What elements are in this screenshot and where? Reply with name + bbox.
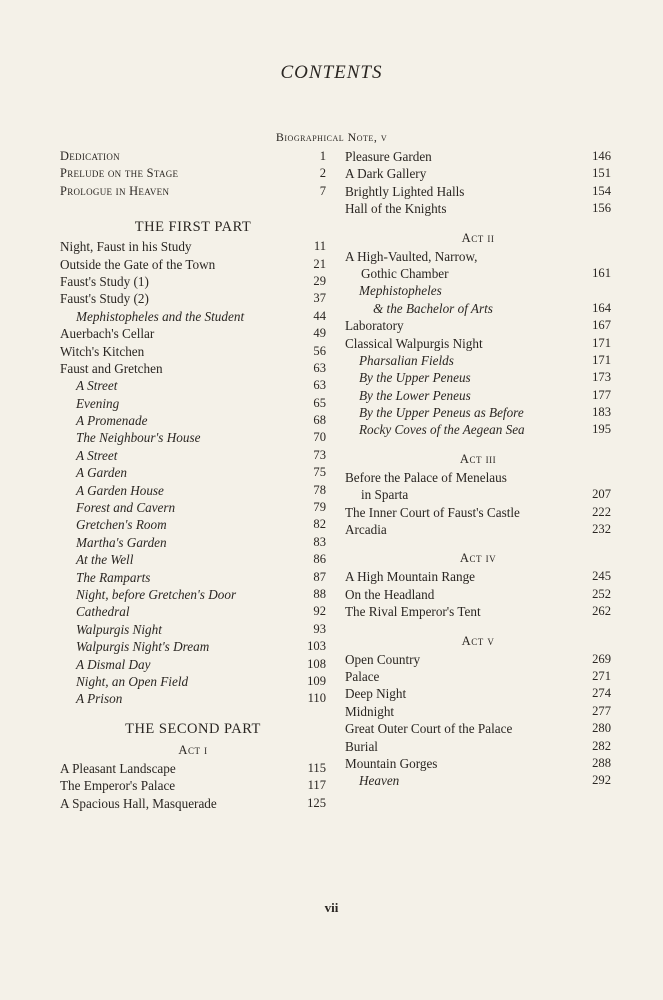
toc-entry [345,335,611,352]
toc-entry-page: 245 [592,569,611,584]
toc-entry-page: 92 [313,604,326,619]
toc-entry-title: On the Headland [345,586,435,602]
toc-entry-title: Walpurgis Night [76,621,162,637]
toc-entry-page: 167 [592,318,611,333]
toc-left-column [60,148,326,812]
toc-entry-title: Outside the Gate of the Town [60,256,216,272]
toc-entry-page: 75 [313,465,326,480]
toc-entry-title: Faust's Study (2) [60,291,149,307]
toc-entry-title: Night, an Open Field [76,673,189,689]
toc-entry-title: Martha's Garden [76,534,167,550]
toc-entry [60,290,326,307]
toc-entry-page: 1 [319,149,326,163]
toc-entry [345,486,611,503]
toc-entry [60,516,326,533]
toc-entry [345,469,611,486]
toc-entry-page: 7 [319,183,326,198]
toc-entry-page: 65 [313,395,326,410]
toc-entry-title: A Pleasant Landscape [60,760,176,776]
toc-entry-page: 207 [592,487,611,502]
toc-entry [60,603,326,620]
toc-entry-title: in Sparta [361,487,409,503]
toc-entry-page: 117 [307,778,326,793]
toc-entry [60,256,326,273]
toc-entry [345,387,611,404]
toc-entry-page: 108 [307,656,326,671]
toc-entry [60,148,326,165]
toc-entry [60,638,326,655]
toc-entry [345,165,611,182]
toc-entry [345,248,611,265]
part-heading: THE SECOND PART [125,720,261,737]
toc-entry-page: 109 [307,673,326,688]
toc-entry-page: 274 [592,686,611,701]
part-heading: THE FIRST PART [134,219,252,236]
toc-entry [345,586,611,603]
toc-entry-title: A High-Vaulted, Narrow, [345,248,478,264]
toc-entry [60,273,326,290]
toc-entry-page: 2 [319,166,326,181]
toc-entry-title: Forest and Cavern [76,500,176,516]
toc-entry-page: 171 [592,335,611,350]
toc-entry [345,317,611,334]
toc-entry-page: 49 [313,326,326,341]
toc-entry [345,772,611,789]
toc-entry-title: Deep Night [345,686,407,702]
toc-entry-title: A Promenade [76,413,148,429]
toc-entry [345,685,611,702]
toc-entry-title: The Emperor's Palace [60,778,176,794]
toc-entry-title: Walpurgis Night's Dream [76,639,210,655]
toc-entry-page: 79 [313,500,326,515]
toc-entry-title: Dedication [60,149,120,163]
toc-entry-title: Gothic Chamber [361,265,449,281]
toc-entry-title: A Garden House [76,482,164,498]
toc-entry-title: A Street [76,378,118,394]
toc-entry-title: Prologue in Heaven [60,183,170,198]
toc-entry [60,656,326,673]
toc-entry [60,482,326,499]
toc-entry-title: Brightly Lighted Halls [345,183,465,199]
toc-entry-page: 88 [313,586,326,601]
toc-entry-page: 232 [592,522,611,537]
toc-entry-page: 288 [592,755,611,770]
toc-entry-page: 63 [313,378,326,393]
toc-entry-page: 277 [592,703,611,718]
toc-entry-title: By the Lower Peneus [359,387,471,403]
toc-right-column [345,148,611,790]
toc-entry-page: 115 [307,760,326,775]
toc-entry-title: Evening [76,395,120,411]
toc-entry-page: 37 [313,291,326,306]
toc-entry [345,738,611,755]
toc-entry-page: 87 [313,569,326,584]
toc-entry [345,720,611,737]
toc-entry-title: Pharsalian Fields [359,352,454,368]
toc-entry-title: Cathedral [76,604,130,620]
toc-entry-title: Palace [345,668,380,684]
toc-entry [345,521,611,538]
toc-entry-page: 154 [592,183,611,198]
toc-entry [60,690,326,707]
toc-entry-page: 73 [313,447,326,462]
toc-entry-title: By the Upper Peneus as Before [359,405,524,421]
toc-entry-page: 110 [307,691,326,706]
toc-entry-title: Pleasure Garden [345,149,432,164]
toc-entry-title: & the Bachelor of Arts [373,300,493,316]
toc-entry-title: Midnight [345,703,395,719]
toc-entry-page: 103 [307,639,326,654]
toc-entry [60,586,326,603]
toc-entry [345,200,611,217]
toc-entry-title: The Ramparts [76,569,151,585]
toc-entry-page: 11 [313,239,326,254]
toc-entry-page: 146 [592,149,611,163]
toc-entry [345,668,611,685]
toc-entry [60,621,326,638]
toc-entry-page: 222 [592,504,611,519]
toc-entry [345,148,611,165]
toc-entry-page: 177 [592,387,611,402]
toc-entry-title: The Inner Court of Faust's Castle [345,504,520,520]
toc-entry-page: 252 [592,586,611,601]
toc-entry [60,183,326,200]
toc-entry-title: Faust and Gretchen [60,360,163,376]
toc-entry-title: Night, before Gretchen's Door [76,586,237,602]
toc-entry-page: 156 [592,201,611,216]
toc-entry-title: By the Upper Peneus [359,370,471,386]
toc-entry [60,360,326,377]
toc-entry-title: Gretchen's Room [76,517,167,533]
toc-entry [345,265,611,282]
toc-entry-title: Great Outer Court of the Palace [345,721,513,737]
toc-entry-title: A Spacious Hall, Masquerade [60,795,217,811]
toc-entry-page: 21 [313,256,326,271]
toc-entry-page: 44 [313,308,326,323]
toc-entry [60,308,326,325]
page-number: vii [324,900,339,915]
toc-entry [60,551,326,568]
toc-entry-page: 171 [592,352,611,367]
toc-entry [60,447,326,464]
toc-entry [60,377,326,394]
toc-entry-page: 63 [313,360,326,375]
toc-entry [60,760,326,777]
toc-entry-page: 82 [313,517,326,532]
toc-entry-page: 271 [592,668,611,683]
toc-entry-page: 183 [592,405,611,420]
toc-entry-title: A Dismal Day [76,656,151,672]
toc-entry-title: A High Mountain Range [345,569,476,585]
toc-entry-title: The Rival Emperor's Tent [345,604,481,620]
toc-entry-title: A Prison [76,691,123,707]
toc-entry [60,499,326,516]
toc-entry [345,352,611,369]
toc-entry-page: 29 [313,273,326,288]
toc-entry [60,534,326,551]
toc-entry-title: Mountain Gorges [345,755,438,771]
toc-entry-page: 292 [592,773,611,788]
toc-entry-page: 195 [592,422,611,437]
toc-entry [345,651,611,668]
toc-entry-title: A Garden [76,465,127,481]
toc-entry-title: Mephistopheles [359,283,442,299]
biographical-note-entry: Biographical Note, v [275,130,388,144]
toc-entry-title: The Neighbour's House [76,430,201,446]
toc-entry-page: 78 [313,482,326,497]
toc-entry [345,183,611,200]
toc-entry [345,603,611,620]
toc-entry-title: Witch's Kitchen [60,343,145,359]
toc-entry [345,421,611,438]
toc-entry-title: Burial [345,738,378,754]
act-heading: Act i [178,742,208,757]
toc-entry [60,325,326,342]
toc-entry [345,504,611,521]
toc-entry [345,369,611,386]
toc-entry-title: A Dark Gallery [345,166,427,182]
toc-entry-page: 161 [592,265,611,280]
act-heading: Act ii [461,230,495,245]
toc-entry-page: 280 [592,721,611,736]
toc-entry [345,568,611,585]
toc-entry-title: Prelude on the Stage [60,166,179,181]
page-title: CONTENTS [280,62,383,83]
toc-entry-title: Mephistopheles and the Student [76,308,245,324]
toc-entry-page: 173 [592,370,611,385]
toc-entry-title: Rocky Coves of the Aegean Sea [359,422,525,438]
toc-entry-title: Classical Walpurgis Night [345,335,483,351]
toc-entry-page: 56 [313,343,326,358]
toc-entry-title: Laboratory [345,318,404,334]
toc-entry-page: 262 [592,604,611,619]
toc-entry-page: 282 [592,738,611,753]
toc-entry-title: Heaven [359,773,400,789]
toc-entry [60,795,326,812]
toc-entry-title: Arcadia [345,522,387,538]
toc-entry [60,238,326,255]
toc-entry-title: Before the Palace of Menelaus [345,469,507,485]
toc-entry-title: Night, Faust in his Study [60,239,192,255]
toc-entry [345,703,611,720]
toc-entry-title: Faust's Study (1) [60,273,149,289]
act-heading: Act iii [459,451,497,466]
toc-entry-page: 164 [592,300,611,315]
toc-entry [60,343,326,360]
toc-entry [60,673,326,690]
toc-entry-title: Hall of the Knights [345,201,447,217]
toc-entry-page: 70 [313,430,326,445]
act-heading: Act iv [459,551,497,566]
toc-entry-page: 83 [313,534,326,549]
toc-entry-page: 86 [313,552,326,567]
toc-entry-title: At the Well [76,552,134,568]
toc-entry-page: 93 [313,621,326,636]
toc-entry [345,404,611,421]
toc-entry [60,429,326,446]
toc-entry-title: Open Country [345,651,421,667]
toc-entry [60,464,326,481]
toc-entry [345,755,611,772]
toc-entry [60,777,326,794]
toc-entry-page: 125 [307,795,326,810]
toc-entry [60,412,326,429]
toc-entry [345,300,611,317]
act-heading: Act v [461,633,495,648]
toc-entry [345,282,611,299]
toc-entry-page: 269 [592,651,611,666]
toc-entry-page: 151 [592,166,611,181]
toc-entry-title: A Street [76,447,118,463]
toc-entry [60,395,326,412]
toc-entry-page: 68 [313,413,326,428]
toc-entry [60,165,326,182]
toc-entry-title: Auerbach's Cellar [60,326,155,342]
toc-entry [60,569,326,586]
